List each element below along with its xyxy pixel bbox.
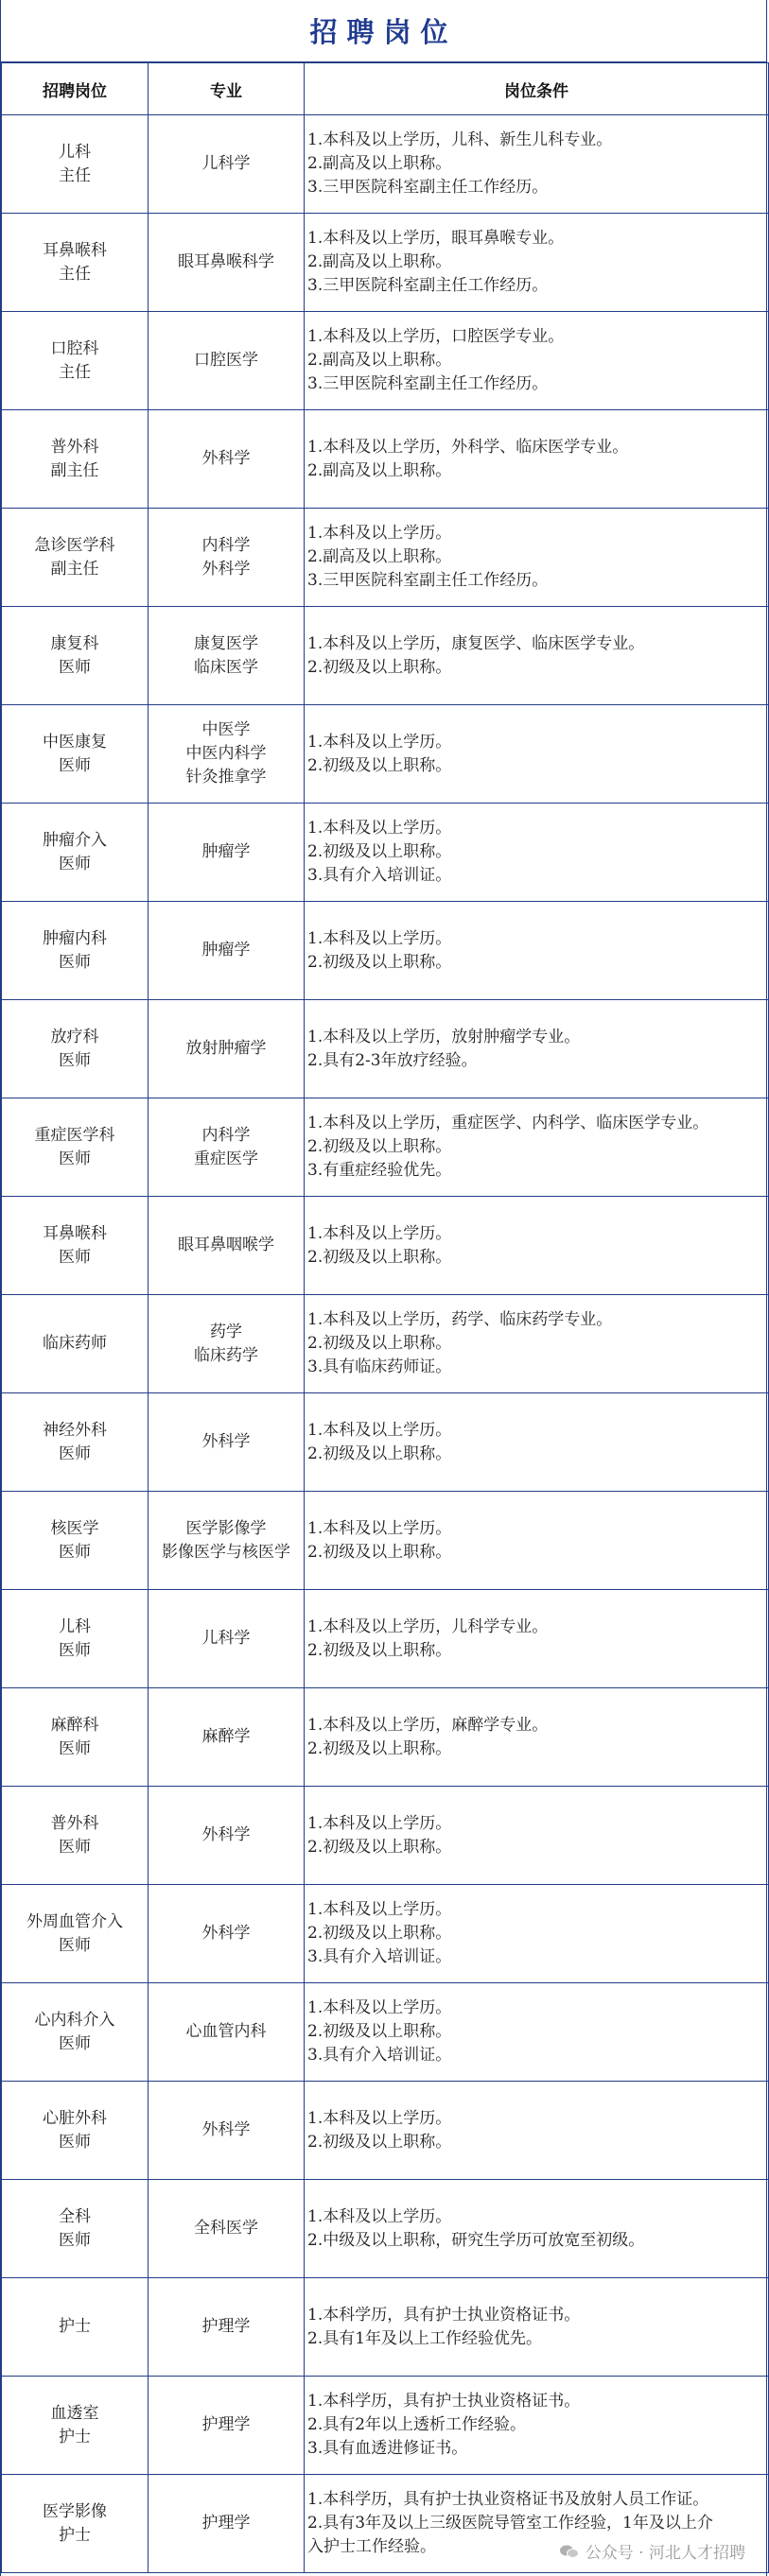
position-cell	[2, 607, 149, 705]
conditions-cell-line: 2.副高及以上职称。	[307, 351, 452, 370]
position-cell-line: 医师	[59, 1935, 91, 1955]
wechat-icon	[559, 2544, 580, 2559]
conditions-cell-line: 1.本科及以上学历。	[307, 732, 452, 752]
conditions-cell-line: 3.有重症经验优先。	[307, 1161, 452, 1180]
position-cell	[2, 214, 149, 312]
position-cell-line: 护士	[59, 2427, 91, 2446]
conditions-cell-line: 1.本科及以上学历。	[307, 1813, 452, 1833]
major-cell-line: 外科学	[201, 1924, 251, 1943]
position-cell	[2, 1393, 149, 1492]
conditions-cell-line: 2.初级及以上职称。	[307, 952, 452, 972]
major-cell	[149, 607, 305, 705]
position-cell-line: 急诊医学科	[34, 535, 115, 555]
position-cell-line: 临床药师	[43, 1334, 107, 1353]
conditions-cell-line: 1.本科及以上学历。	[307, 1223, 452, 1243]
conditions-cell	[305, 115, 769, 214]
table-row	[2, 705, 769, 804]
table-row	[2, 410, 769, 509]
table-row	[2, 2278, 769, 2377]
position-cell-line: 康复科	[50, 633, 99, 653]
major-cell-line: 全科医学	[194, 2219, 258, 2238]
table-row	[2, 1197, 769, 1295]
table-row	[2, 1787, 769, 1885]
major-cell-line: 内科学	[201, 1125, 251, 1145]
table-row	[2, 804, 769, 902]
conditions-cell	[305, 804, 769, 902]
major-cell	[149, 2082, 305, 2180]
major-cell-line: 心血管内科	[185, 2022, 267, 2041]
position-cell-line: 主任	[59, 264, 91, 284]
conditions-cell	[305, 902, 769, 1000]
table-row	[2, 1098, 769, 1197]
conditions-cell-line: 3.具有介入培训证。	[307, 866, 452, 885]
position-cell-line: 神经外科	[43, 1420, 107, 1440]
conditions-cell	[305, 1393, 769, 1492]
major-cell-line: 护理学	[201, 2514, 251, 2533]
conditions-cell	[305, 1688, 769, 1787]
major-cell	[149, 2180, 305, 2278]
table-row	[2, 1000, 769, 1098]
conditions-cell-line: 1.本科及以上学历。	[307, 819, 452, 838]
position-cell	[2, 410, 149, 509]
major-cell	[149, 1197, 305, 1295]
conditions-cell-line: 2.初级及以上职称。	[307, 2132, 452, 2152]
table-row	[2, 1393, 769, 1492]
position-cell	[2, 1295, 149, 1393]
major-cell	[149, 1295, 305, 1393]
position-cell-line: 医师	[59, 1837, 91, 1857]
major-cell	[149, 312, 305, 410]
conditions-cell-line: 2.初级及以上职称。	[307, 842, 452, 861]
conditions-cell-line: 1.本科及以上学历。	[307, 2108, 452, 2128]
position-cell	[2, 1590, 149, 1688]
position-cell	[2, 1983, 149, 2082]
conditions-cell-line: 2.初级及以上职称。	[307, 1640, 452, 1660]
conditions-cell	[305, 1787, 769, 1885]
conditions-cell-line: 2.具有3年及以上三级医院导管室工作经验，1年及以上介	[307, 2514, 713, 2533]
major-cell-line: 临床医学	[194, 657, 258, 677]
conditions-cell	[305, 1295, 769, 1393]
position-cell	[2, 1787, 149, 1885]
table-row	[2, 1590, 769, 1688]
position-cell	[2, 312, 149, 410]
header-conditions: 岗位条件	[305, 63, 769, 115]
major-cell	[149, 509, 305, 607]
conditions-cell-line: 1.本科及以上学历，麻醉学专业。	[307, 1715, 549, 1735]
position-cell-line: 普外科	[50, 437, 99, 457]
header-major: 专业	[149, 63, 305, 115]
major-cell-line: 眼耳鼻喉科学	[178, 252, 274, 271]
conditions-cell	[305, 2180, 769, 2278]
conditions-cell-line: 1.本科及以上学历，口腔医学专业。	[307, 327, 565, 346]
position-cell-line: 医师	[59, 2230, 91, 2250]
position-cell-line: 全科	[59, 2206, 91, 2226]
position-cell-line: 医师	[59, 2132, 91, 2152]
position-cell-line: 外周血管介入	[26, 1911, 123, 1931]
conditions-cell-line: 2.中级及以上职称，研究生学历可放宽至初级。	[307, 2230, 645, 2250]
position-cell-line: 护士	[59, 2525, 91, 2545]
conditions-cell	[305, 2278, 769, 2377]
conditions-cell-line: 2.初级及以上职称。	[307, 1837, 452, 1857]
conditions-cell-line: 3.三甲医院科室副主任工作经历。	[307, 374, 549, 393]
position-cell-line: 放疗科	[50, 1027, 99, 1046]
major-cell	[149, 1098, 305, 1197]
major-cell	[149, 1393, 305, 1492]
major-cell-line: 外科学	[201, 449, 251, 468]
position-cell-line: 心内科介入	[34, 2010, 115, 2030]
conditions-cell-line: 1.本科及以上学历，外科学、临床医学专业。	[307, 437, 629, 457]
conditions-cell-line: 1.本科及以上学历，眼耳鼻喉专业。	[307, 229, 565, 248]
page-title: 招聘岗位	[1, 0, 766, 62]
position-cell-line: 医师	[59, 1444, 91, 1463]
conditions-cell-line: 2.副高及以上职称。	[307, 252, 452, 271]
conditions-cell-line: 2.初级及以上职称。	[307, 1334, 452, 1353]
position-cell	[2, 902, 149, 1000]
conditions-cell-line: 3.具有血透进修证书。	[307, 2439, 468, 2458]
major-cell-line: 外科学	[201, 1825, 251, 1844]
conditions-cell-line: 1.本科及以上学历，重症医学、内科学、临床医学专业。	[307, 1114, 709, 1132]
position-cell-line: 主任	[59, 165, 91, 185]
conditions-cell-line: 2.初级及以上职称。	[307, 657, 452, 677]
table-row	[2, 1295, 769, 1393]
table-row	[2, 2180, 769, 2278]
major-cell-line: 肿瘤学	[201, 842, 251, 861]
table-row	[2, 2082, 769, 2180]
conditions-cell-line: 1.本科及以上学历。	[307, 1420, 452, 1440]
position-cell-line: 肿瘤介入	[43, 830, 107, 850]
position-cell-line: 医师	[59, 1050, 91, 1070]
major-cell	[149, 2475, 305, 2573]
conditions-cell-line: 2.具有2年以上透析工作经验。	[307, 2415, 527, 2434]
position-cell	[2, 705, 149, 804]
conditions-cell-line: 1.本科及以上学历。	[307, 1998, 452, 2017]
major-cell-line: 肿瘤学	[201, 941, 251, 960]
major-cell-line: 眼耳鼻咽喉学	[178, 1236, 274, 1254]
watermark-text: 公众号 · 河北人才招聘	[585, 2544, 745, 2563]
table-row	[2, 312, 769, 410]
position-cell	[2, 2082, 149, 2180]
major-cell	[149, 1885, 305, 1983]
position-cell-line: 医师	[59, 1640, 91, 1660]
position-cell-line: 耳鼻喉科	[43, 1223, 107, 1243]
position-cell-line: 医师	[59, 952, 91, 972]
table-header-row	[2, 63, 769, 115]
major-cell-line: 麻醉学	[201, 1727, 251, 1746]
position-cell	[2, 2278, 149, 2377]
major-cell-line: 药学	[210, 1322, 242, 1341]
conditions-cell-line: 1.本科学历，具有护士执业资格证书及放射人员工作证。	[307, 2490, 709, 2509]
position-cell-line: 儿科	[59, 1616, 91, 1636]
major-cell	[149, 214, 305, 312]
conditions-cell-line: 1.本科及以上学历，放射肿瘤学专业。	[307, 1027, 581, 1046]
major-cell-line: 口腔医学	[194, 351, 258, 370]
position-cell	[2, 1492, 149, 1590]
position-cell-line: 医学影像	[43, 2501, 107, 2521]
conditions-cell-line: 入护士工作经验。	[307, 2537, 436, 2556]
position-cell	[2, 804, 149, 902]
major-cell-line: 医学影像学	[185, 1518, 267, 1538]
conditions-cell	[305, 1983, 769, 2082]
position-cell	[2, 115, 149, 214]
position-cell-line: 医师	[59, 2033, 91, 2053]
table-row	[2, 1492, 769, 1590]
conditions-cell-line: 2.初级及以上职称。	[307, 2022, 452, 2041]
position-cell-line: 主任	[59, 362, 91, 382]
position-cell-line: 血透室	[50, 2403, 99, 2423]
table-row	[2, 115, 769, 214]
major-cell-line: 内科学	[201, 535, 251, 555]
major-cell-line: 针灸推拿学	[185, 768, 267, 787]
position-cell-line: 副主任	[50, 460, 99, 480]
position-cell-line: 医师	[59, 1738, 91, 1758]
position-cell	[2, 2475, 149, 2573]
position-cell-line: 医师	[59, 1247, 91, 1267]
position-cell	[2, 1000, 149, 1098]
conditions-cell	[305, 1197, 769, 1295]
table-row	[2, 1983, 769, 2082]
conditions-cell-line: 1.本科及以上学历，儿科学专业。	[307, 1616, 549, 1636]
position-cell	[2, 2180, 149, 2278]
position-cell-line: 重症医学科	[34, 1125, 115, 1145]
position-cell	[2, 509, 149, 607]
position-cell-line: 普外科	[50, 1813, 99, 1833]
conditions-cell	[305, 509, 769, 607]
conditions-cell	[305, 1098, 769, 1197]
conditions-cell-line: 1.本科及以上学历。	[307, 928, 452, 948]
table-row	[2, 607, 769, 705]
major-cell-line: 中医学	[201, 720, 251, 739]
position-cell	[2, 1098, 149, 1197]
position-cell-line: 医师	[59, 657, 91, 677]
conditions-cell	[305, 1590, 769, 1688]
major-cell	[149, 705, 305, 804]
conditions-cell-line: 2.副高及以上职称。	[307, 547, 452, 566]
position-cell-line: 副主任	[50, 559, 99, 579]
major-cell-line: 重症医学	[194, 1149, 258, 1168]
major-cell	[149, 1787, 305, 1885]
major-cell	[149, 410, 305, 509]
position-cell	[2, 1885, 149, 1983]
position-cell	[2, 1197, 149, 1295]
major-cell	[149, 1983, 305, 2082]
position-cell	[2, 1688, 149, 1787]
position-cell-line: 肿瘤内科	[43, 928, 107, 948]
header-position: 招聘岗位	[2, 63, 149, 115]
conditions-cell	[305, 2082, 769, 2180]
major-cell-line: 护理学	[201, 2415, 251, 2434]
conditions-cell-line: 2.初级及以上职称。	[307, 1924, 452, 1943]
conditions-cell-line: 2.具有1年及以上工作经验优先。	[307, 2328, 543, 2348]
position-cell-line: 医师	[59, 755, 91, 775]
table-row	[2, 509, 769, 607]
conditions-cell-line: 2.初级及以上职称。	[307, 1444, 452, 1463]
conditions-cell-line: 2.具有2-3年放疗经验。	[307, 1050, 478, 1070]
major-cell	[149, 804, 305, 902]
conditions-cell	[305, 1885, 769, 1983]
conditions-cell-line: 1.本科学历，具有护士执业资格证书。	[307, 2392, 581, 2411]
conditions-cell-line: 3.具有临床药师证。	[307, 1357, 452, 1376]
major-cell	[149, 2377, 305, 2475]
conditions-cell	[305, 1000, 769, 1098]
major-cell-line: 儿科学	[201, 154, 251, 173]
major-cell-line: 影像医学与核医学	[162, 1542, 290, 1562]
conditions-cell-line: 2.初级及以上职称。	[307, 1247, 452, 1267]
table-row	[2, 1885, 769, 1983]
major-cell-line: 护理学	[201, 2317, 251, 2336]
position-cell-line: 医师	[59, 854, 91, 873]
conditions-cell	[305, 214, 769, 312]
major-cell-line: 儿科学	[201, 1629, 251, 1648]
conditions-cell-line: 1.本科及以上学历。	[307, 1900, 452, 1919]
conditions-cell-line: 1.本科及以上学历，康复医学、临床医学专业。	[307, 633, 645, 653]
major-cell-line: 外科学	[201, 1432, 251, 1451]
position-cell-line: 心脏外科	[43, 2108, 107, 2128]
major-cell	[149, 1590, 305, 1688]
conditions-cell-line: 1.本科及以上学历。	[307, 1518, 452, 1538]
table-row	[2, 2377, 769, 2475]
conditions-cell-line: 2.初级及以上职称。	[307, 755, 452, 775]
table-row	[2, 214, 769, 312]
conditions-cell-line: 3.三甲医院科室副主任工作经历。	[307, 276, 549, 295]
position-cell-line: 口腔科	[50, 338, 99, 358]
conditions-cell-line: 2.初级及以上职称。	[307, 1542, 452, 1562]
position-cell	[2, 2377, 149, 2475]
conditions-cell-line: 3.三甲医院科室副主任工作经历。	[307, 178, 549, 197]
major-cell	[149, 1688, 305, 1787]
conditions-cell	[305, 410, 769, 509]
table-body	[2, 115, 769, 2573]
conditions-cell-line: 1.本科及以上学历，药学、临床药学专业。	[307, 1310, 613, 1329]
major-cell-line: 外科学	[201, 2120, 251, 2139]
major-cell	[149, 1492, 305, 1590]
major-cell	[149, 902, 305, 1000]
positions-table	[1, 62, 769, 2573]
conditions-cell-line: 3.具有介入培训证。	[307, 2046, 452, 2065]
position-cell-line: 核医学	[50, 1518, 99, 1538]
conditions-cell-line: 1.本科及以上学历，儿科、新生儿科专业。	[307, 130, 613, 149]
conditions-cell-line: 2.初级及以上职称。	[307, 1738, 452, 1758]
position-cell-line: 医师	[59, 1149, 91, 1168]
position-cell-line: 中医康复	[43, 732, 107, 752]
major-cell-line: 康复医学	[194, 633, 258, 653]
conditions-cell	[305, 2377, 769, 2475]
position-cell-line: 医师	[59, 1542, 91, 1562]
major-cell	[149, 2278, 305, 2377]
watermark	[559, 2539, 745, 2563]
conditions-cell-line: 2.副高及以上职称。	[307, 154, 452, 173]
conditions-cell-line: 1.本科及以上学历。	[307, 2206, 452, 2226]
major-cell-line: 外科学	[201, 559, 251, 579]
position-cell-line: 耳鼻喉科	[43, 240, 107, 260]
position-cell-line: 儿科	[59, 142, 91, 162]
conditions-cell-line: 3.具有介入培训证。	[307, 1947, 452, 1966]
conditions-cell	[305, 312, 769, 410]
position-cell-line: 护士	[59, 2317, 91, 2336]
conditions-cell	[305, 705, 769, 804]
major-cell-line: 临床药学	[194, 1345, 258, 1365]
table-row	[2, 902, 769, 1000]
conditions-cell	[305, 1492, 769, 1590]
conditions-cell-line: 1.本科及以上学历。	[307, 524, 452, 543]
major-cell	[149, 115, 305, 214]
conditions-cell	[305, 607, 769, 705]
table-row	[2, 1688, 769, 1787]
conditions-cell-line: 2.副高及以上职称。	[307, 460, 452, 480]
major-cell-line: 中医内科学	[185, 744, 267, 763]
major-cell	[149, 1000, 305, 1098]
conditions-cell-line: 3.三甲医院科室副主任工作经历。	[307, 571, 549, 590]
conditions-cell-line: 2.初级及以上职称。	[307, 1137, 452, 1156]
major-cell-line: 放射肿瘤学	[185, 1039, 267, 1058]
position-cell-line: 麻醉科	[50, 1715, 99, 1735]
conditions-cell-line: 1.本科学历，具有护士执业资格证书。	[307, 2305, 581, 2325]
